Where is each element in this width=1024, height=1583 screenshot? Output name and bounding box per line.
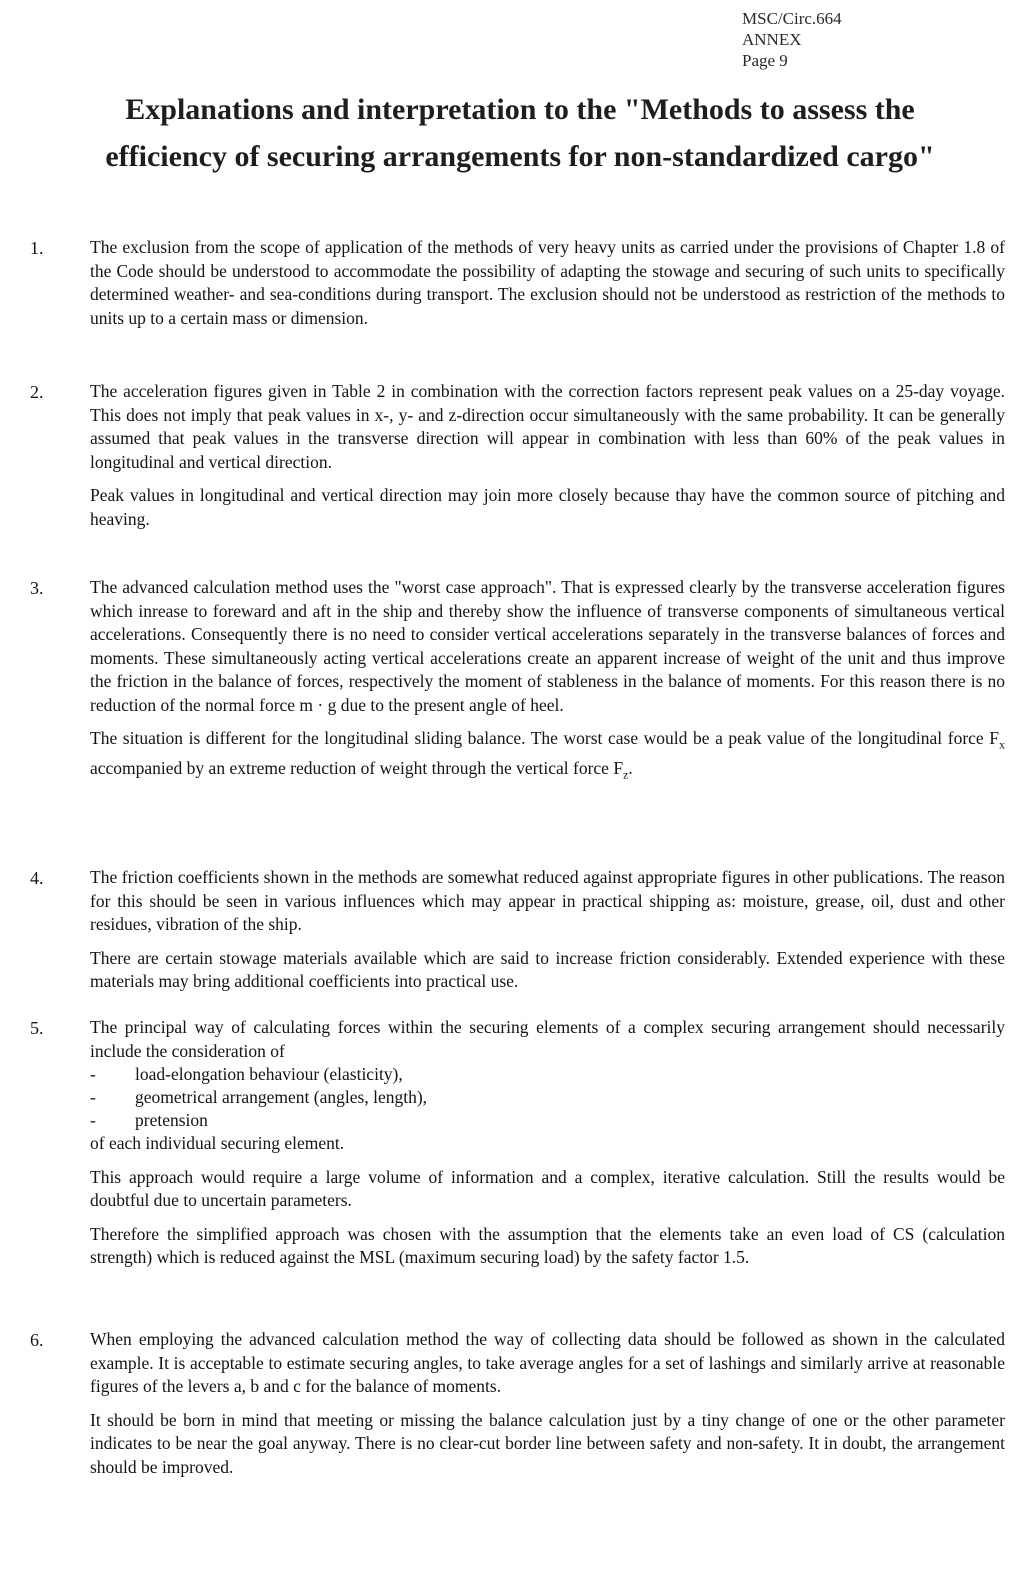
paragraph: Peak values in longitudinal and vertical direction may join more closely because thay have the common source of pitching and heaving. (90, 485, 1005, 529)
annex-label: ANNEX (742, 30, 802, 49)
subscript-x: x (999, 737, 1005, 752)
section-3 (30, 576, 1005, 787)
section-number: 5. (30, 1018, 44, 1038)
section-5 (30, 1016, 1005, 1270)
paragraph: When employing the advanced calculation method the way of collecting data should be followed as shown in the calculated example. It is acceptable to estimate securing angles, to take average angles for a set of lashings and similarly arrive at reasonable figures of the levers a, b and c for the balance of moments. (90, 1329, 1005, 1396)
section-body (90, 236, 1005, 330)
text-run: The situation is different for the longitudinal sliding balance. The worst case would be a peak value of the longitudinal force F (90, 728, 999, 748)
paragraph: The acceleration figures given in Table 2 in combination with the correction factors represent peak values on a 25-day voyage. This does not imply that peak values in x-, y- and z-direction occur simultaneously with the same probability. It can be generally assumed that peak values in the transverse direction will appear in combination with less than 60% of the peak values in longitudinal and vertical direction. (90, 381, 1005, 472)
paragraph: The friction coefficients shown in the methods are somewhat reduced against appropriate figures in other publications. The reason for this should be seen in various influences which may appear in practical shipping as: moisture, grease, oil, dust and other residues, vibration of the ship. (90, 867, 1005, 934)
section-number: 2. (30, 382, 44, 402)
section-body (90, 1016, 1005, 1270)
title-line-2: efficiency of securing arrangements for non-standardized cargo" (105, 140, 935, 173)
document-title (60, 86, 980, 180)
section-body (90, 380, 1005, 531)
document-reference-header (742, 8, 842, 71)
section-1 (30, 236, 1005, 330)
paragraph: This approach would require a large volume of information and a complex, iterative calculation. Still the results would be doubtful due to uncertain parameters. (90, 1166, 1005, 1210)
list-item: - pretension (90, 1109, 1005, 1132)
list-item: - geometrical arrangement (angles, length), (90, 1086, 1005, 1109)
section-body (90, 1328, 1005, 1479)
paragraph: Therefore the simplified approach was chosen with the assumption that the elements take an even load of CS (calculation strength) which is reduced against the MSL (maximum securing load) by the safety factor 1.5. (90, 1223, 1005, 1267)
section-2 (30, 380, 1005, 531)
section-number: 3. (30, 578, 44, 598)
paragraph-outro: of each individual securing element. (90, 1133, 345, 1153)
section-body (90, 866, 1005, 994)
paragraph: It should be born in mind that meeting or missing the balance calculation just by a tiny change of one or the other parameter indicates to be near the goal anyway. There is no clear-cut border line between safety and non-safety. It in doubt, the arrangement should be improved. (90, 1409, 1005, 1477)
section-number: 1. (30, 238, 44, 258)
consideration-list (90, 1063, 1005, 1132)
paragraph: The advanced calculation method uses the "worst case approach". That is expressed clearly by the transverse acceleration figures which inrease to foreward and aft in the ship and thereby show the influence of transverse components of simultaneous vertical accelerations. Consequently there is no need to consider vertical accelerations separately in the transverse balances of forces and moments. These simultaneously acting vertical accelerations create an apparent increase of weight of the unit and thus improve the friction in the balance of forces, respectively the moment of stableness in the balance of moments. For this reason there is no reduction of the normal force m · g due to the present angle of heel. (90, 577, 1005, 715)
page-number: Page 9 (742, 51, 788, 70)
section-4 (30, 866, 1005, 994)
paragraph: The exclusion from the scope of application of the methods of very heavy units as carried under the provisions of Chapter 1.8 of the Code should be understood to accommodate the possibility of adapting the stowage and securing of such units to specifically determined weather- and sea-conditions during transport. The exclusion should not be understood as restriction of the methods to units up to a certain mass or dimension. (90, 237, 1005, 328)
section-number: 6. (30, 1330, 44, 1350)
circular-reference: MSC/Circ.664 (742, 9, 842, 28)
title-line-1: Explanations and interpretation to the "Methods to assess the (125, 93, 915, 126)
list-item: - load-elongation behaviour (elasticity), (90, 1063, 1005, 1086)
paragraph-longitudinal-balance (90, 727, 1005, 787)
subscript-z: z (623, 767, 629, 782)
paragraph-intro: The principal way of calculating forces within the securing elements of a complex securing arrangement should necessarily include the consideration of (90, 1017, 1005, 1061)
section-6 (30, 1328, 1005, 1479)
text-run: accompanied by an extreme reduction of weight through the vertical force F (90, 758, 624, 778)
paragraph: There are certain stowage materials available which are said to increase friction considerably. Extended experience with these materials may bring additional coefficients into practical use. (90, 947, 1005, 991)
text-run: . (628, 758, 633, 778)
section-number: 4. (30, 868, 44, 888)
section-body (90, 576, 1005, 787)
